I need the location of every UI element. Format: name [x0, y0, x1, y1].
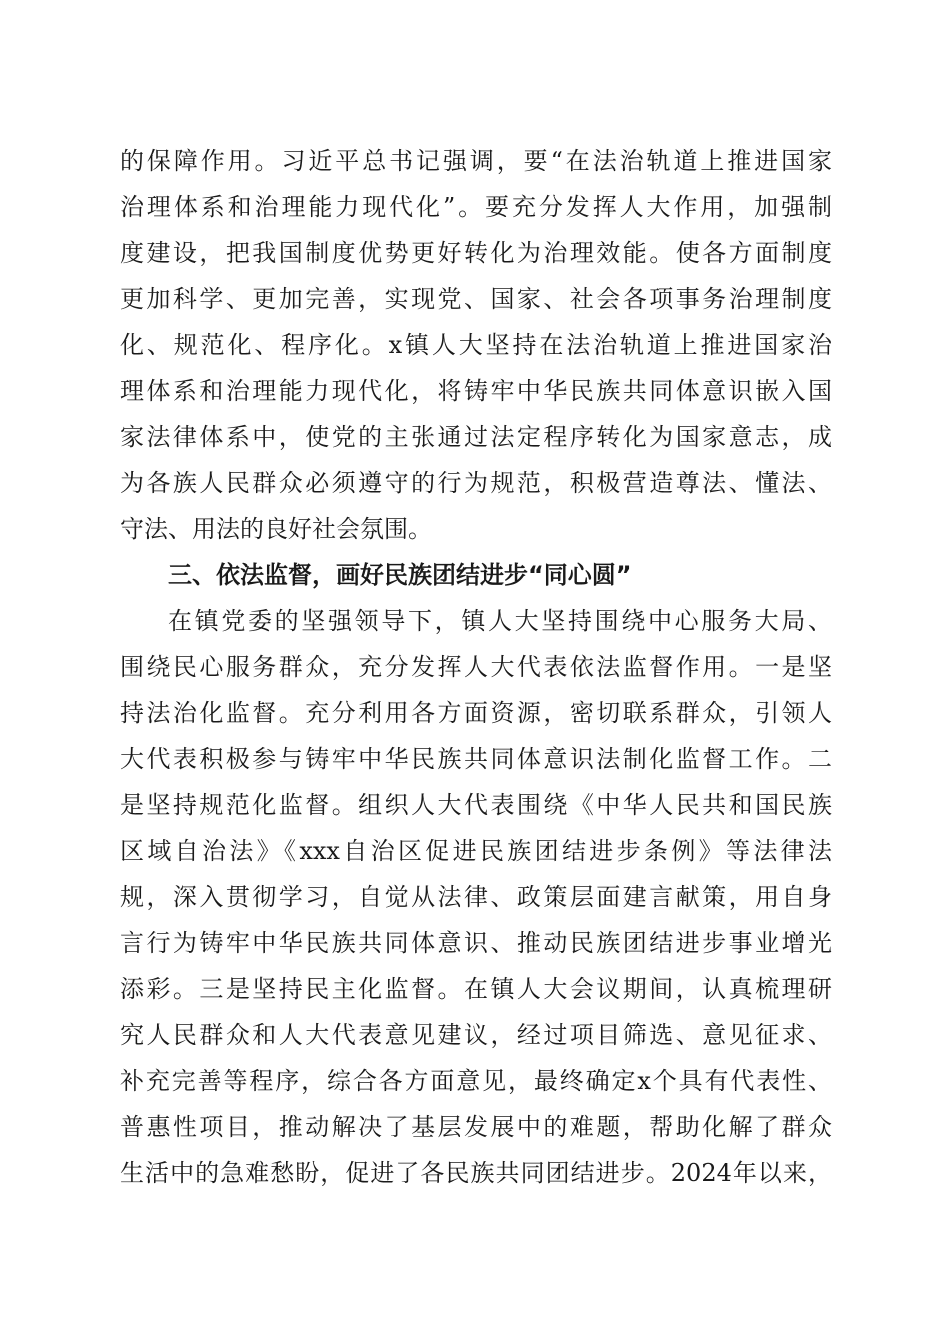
body-text-line: 围绕民心服务群众，充分发挥人大代表依法监督作用。一是坚	[120, 653, 832, 681]
body-text-line: 规，深入贯彻学习，自觉从法律、政策层面建言献策，用自身	[120, 883, 832, 911]
body-text-line: 持法治化监督。充分利用各方面资源，密切联系群众，引领人	[120, 699, 832, 727]
body-text-line: 在镇党委的坚强领导下，镇人大坚持围绕中心服务大局、	[168, 607, 832, 635]
body-text-line: 补充完善等程序，综合各方面意见，最终确定x个具有代表性、	[120, 1067, 832, 1095]
body-text-line: 理体系和治理能力现代化，将铸牢中华民族共同体意识嵌入国	[120, 377, 832, 405]
body-text-line: 为各族人民群众必须遵守的行为规范，积极营造尊法、懂法、	[120, 469, 832, 497]
body-text-line: 究人民群众和人大代表意见建议，经过项目筛选、意见征求、	[120, 1021, 832, 1049]
body-text-line: 化、规范化、程序化。x镇人大坚持在法治轨道上推进国家治	[120, 331, 832, 359]
body-text-line: 大代表积极参与铸牢中华民族共同体意识法制化监督工作。二	[120, 745, 832, 773]
section-heading: 三、依法监督，画好民族团结进步“同心圆”	[168, 561, 632, 589]
body-text-line: 言行为铸牢中华民族共同体意识、推动民族团结进步事业增光	[120, 929, 832, 957]
body-text-line: 是坚持规范化监督。组织人大代表围绕《中华人民共和国民族	[120, 791, 832, 819]
body-text-line: 治理体系和治理能力现代化”。要充分发挥人大作用，加强制	[120, 193, 832, 221]
body-text-line: 普惠性项目，推动解决了基层发展中的难题，帮助化解了群众	[120, 1113, 832, 1141]
body-text-line: 家法律体系中，使党的主张通过法定程序转化为国家意志，成	[120, 423, 832, 451]
body-text-line: 度建设，把我国制度优势更好转化为治理效能。使各方面制度	[120, 239, 832, 267]
body-text-line: 区域自治法》《xxx自治区促进民族团结进步条例》等法律法	[120, 837, 832, 865]
body-text-line: 添彩。三是坚持民主化监督。在镇人大会议期间，认真梳理研	[120, 975, 832, 1003]
body-text-line: 的保障作用。习近平总书记强调，要“在法治轨道上推进国家	[120, 147, 832, 175]
body-text-line: 更加科学、更加完善，实现党、国家、社会各项事务治理制度	[120, 285, 832, 313]
body-text-line: 守法、用法的良好社会氛围。	[120, 515, 432, 543]
body-text-line: 生活中的急难愁盼，促进了各民族共同团结进步。2024年以来，	[120, 1159, 832, 1187]
